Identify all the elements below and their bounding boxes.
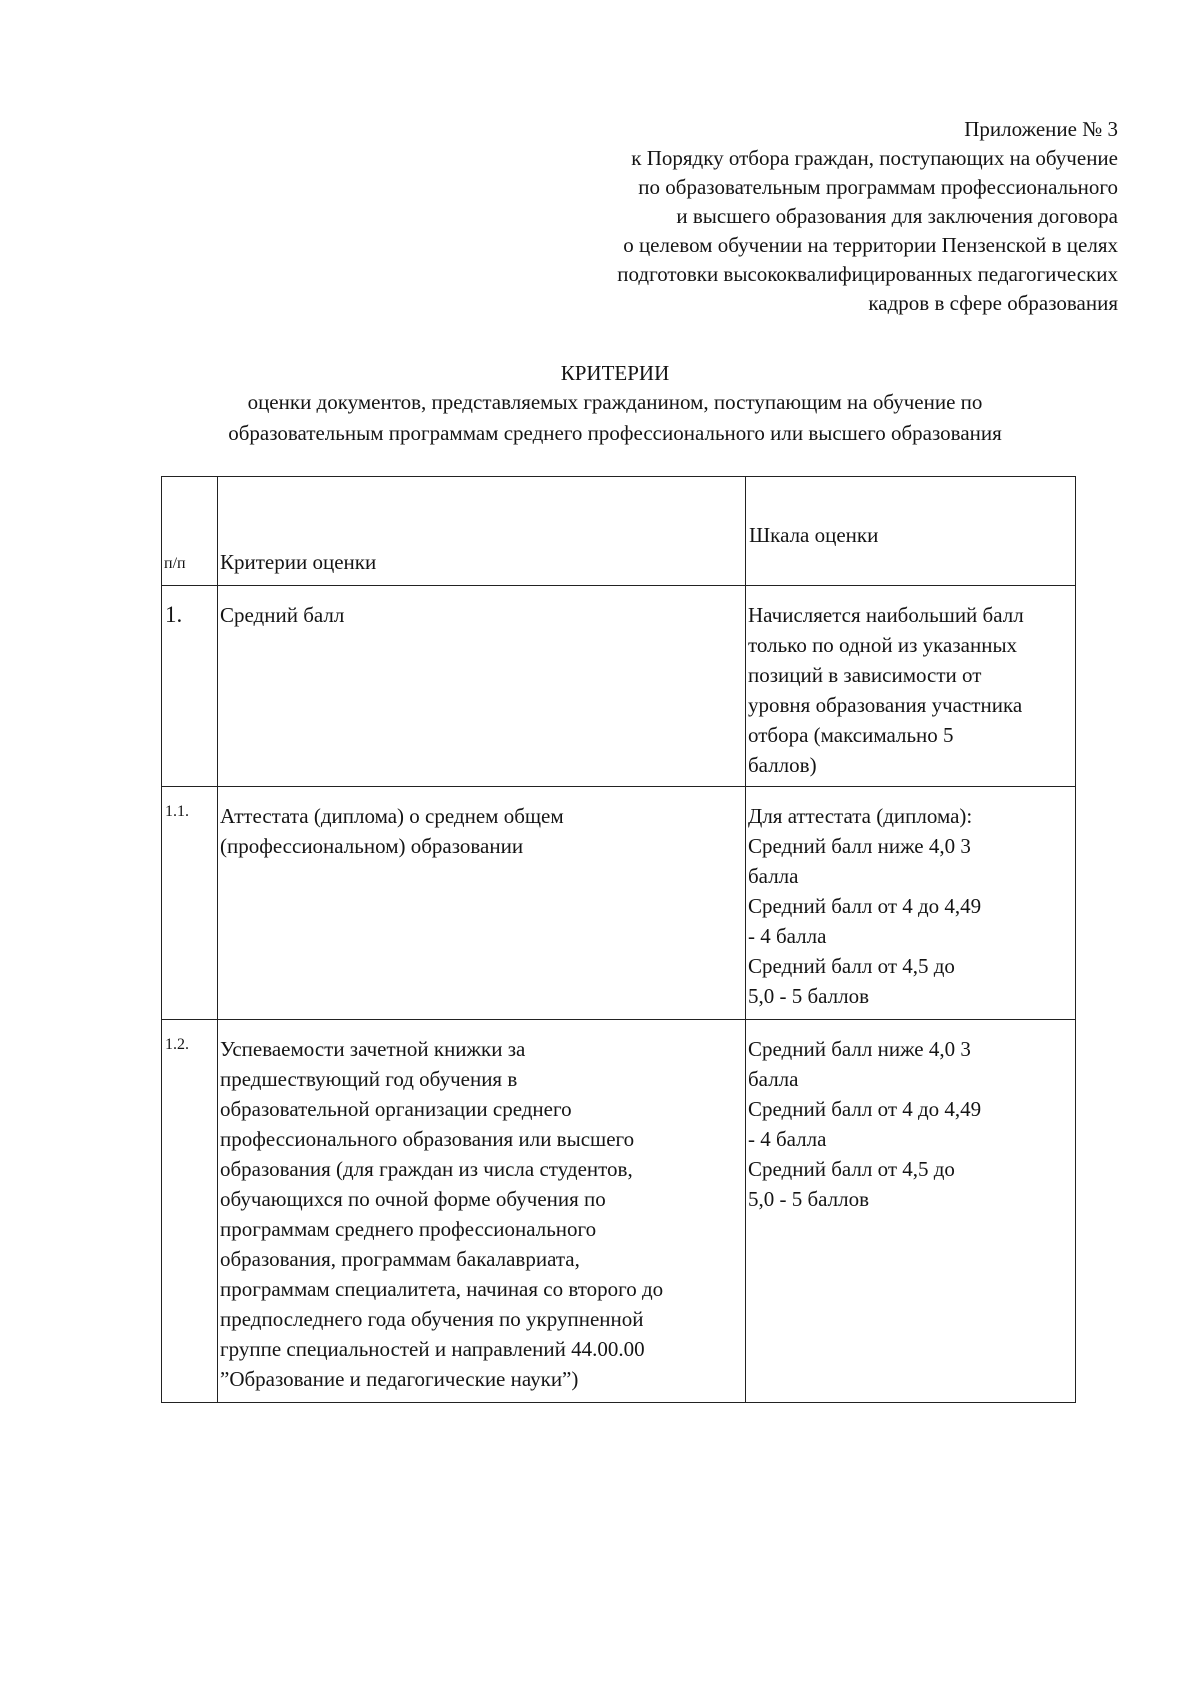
row-criterion bbox=[218, 787, 745, 867]
criterion-line: образования (для граждан из числа студентов, bbox=[220, 1157, 633, 1181]
criterion-line: образовательной организации среднего bbox=[220, 1097, 572, 1121]
row-num-cell bbox=[162, 1020, 218, 1403]
row-criterion-cell bbox=[218, 1020, 746, 1403]
subtitle-line: оценки документов, представляемых гражданином, поступающим на обучение по bbox=[247, 390, 983, 414]
row-num-cell bbox=[162, 586, 218, 787]
scale-line: 5,0 - 5 баллов bbox=[748, 1187, 870, 1211]
table-header-row bbox=[162, 477, 1076, 586]
criteria-table bbox=[161, 476, 1076, 1403]
header-scale-label: Шкала оценки bbox=[749, 523, 879, 547]
scale-line: позиций в зависимости от bbox=[748, 663, 982, 687]
criterion-line: Успеваемости зачетной книжки за bbox=[220, 1037, 526, 1061]
row-scale bbox=[746, 586, 1075, 786]
header-cell-criterion bbox=[218, 477, 746, 586]
header-criterion-label: Критерии оценки bbox=[220, 550, 377, 574]
document-subtitle bbox=[0, 387, 1200, 449]
row-num-cell bbox=[162, 787, 218, 1020]
criterion-line: (профессиональном) образовании bbox=[220, 834, 524, 858]
criterion-line: образования, программам бакалавриата, bbox=[220, 1247, 580, 1271]
criterion-line: профессионального образования или высшего bbox=[220, 1127, 635, 1151]
criterion-line: группе специальностей и направлений 44.00.00 bbox=[220, 1337, 645, 1361]
criterion-line: Аттестата (диплома) о среднем общем bbox=[220, 804, 564, 828]
scale-line: - 4 балла bbox=[748, 924, 827, 948]
criterion-line: программам специалитета, начиная со второго до bbox=[220, 1277, 664, 1301]
row-criterion bbox=[218, 586, 745, 636]
scale-line: Средний балл от 4 до 4,49 bbox=[748, 1097, 982, 1121]
scale-line: балла bbox=[748, 864, 799, 888]
scale-line: только по одной из указанных bbox=[748, 633, 1018, 657]
scale-line: Средний балл ниже 4,0 3 bbox=[748, 834, 971, 858]
criterion-line: программам среднего профессионального bbox=[220, 1217, 597, 1241]
appendix-line: по образовательным программам профессионального bbox=[638, 175, 1118, 199]
row-number: 1.2. bbox=[165, 1036, 189, 1053]
scale-line: Для аттестата (диплома): bbox=[748, 804, 973, 828]
criterion-line: предпоследнего года обучения по укрупненной bbox=[220, 1307, 644, 1331]
criterion-line: ”Образование и педагогические науки”) bbox=[220, 1367, 579, 1391]
scale-line: Средний балл от 4,5 до bbox=[748, 1157, 955, 1181]
appendix-line: Приложение № 3 bbox=[964, 117, 1118, 141]
row-criterion-cell bbox=[218, 586, 746, 787]
row-criterion bbox=[218, 1020, 745, 1400]
row-scale-cell bbox=[746, 586, 1076, 787]
scale-line: балла bbox=[748, 1067, 799, 1091]
subtitle-line: образовательным программам среднего профессионального или высшего образования bbox=[228, 421, 1002, 445]
criterion-line: предшествующий год обучения в bbox=[220, 1067, 518, 1091]
row-criterion-cell bbox=[218, 787, 746, 1020]
row-scale bbox=[746, 1020, 1075, 1220]
appendix-line: о целевом обучении на территории Пензенской в целях bbox=[623, 233, 1118, 257]
table-row bbox=[162, 787, 1076, 1020]
scale-line: баллов) bbox=[748, 753, 817, 777]
scale-line: Начисляется наибольший балл bbox=[748, 603, 1024, 627]
row-scale-cell bbox=[746, 1020, 1076, 1403]
appendix-line: кадров в сфере образования bbox=[868, 291, 1118, 315]
row-number: 1.1. bbox=[165, 803, 189, 820]
header-cell-num bbox=[162, 477, 218, 586]
document-title: КРИТЕРИИ bbox=[560, 361, 670, 385]
row-scale bbox=[746, 787, 1075, 1017]
appendix-line: к Порядку отбора граждан, поступающих на обучение bbox=[631, 146, 1118, 170]
row-scale-cell bbox=[746, 787, 1076, 1020]
scale-line: - 4 балла bbox=[748, 1127, 827, 1151]
appendix-header bbox=[617, 115, 1118, 318]
criterion-line: обучающихся по очной форме обучения по bbox=[220, 1187, 606, 1211]
header-cell-scale bbox=[746, 477, 1076, 586]
scale-line: Средний балл от 4 до 4,49 bbox=[748, 894, 982, 918]
scale-line: Средний балл ниже 4,0 3 bbox=[748, 1037, 971, 1061]
scale-line: 5,0 - 5 баллов bbox=[748, 984, 870, 1008]
row-number: 1. bbox=[165, 602, 183, 627]
header-num-label: п/п bbox=[164, 555, 186, 572]
appendix-line: и высшего образования для заключения договора bbox=[676, 204, 1118, 228]
scale-line: уровня образования участника bbox=[748, 693, 1023, 717]
table-row bbox=[162, 586, 1076, 787]
table-row bbox=[162, 1020, 1076, 1403]
scale-line: Средний балл от 4,5 до bbox=[748, 954, 955, 978]
scale-line: отбора (максимально 5 bbox=[748, 723, 954, 747]
appendix-line: подготовки высококвалифицированных педагогических bbox=[617, 262, 1118, 286]
criterion-line: Средний балл bbox=[220, 603, 345, 627]
